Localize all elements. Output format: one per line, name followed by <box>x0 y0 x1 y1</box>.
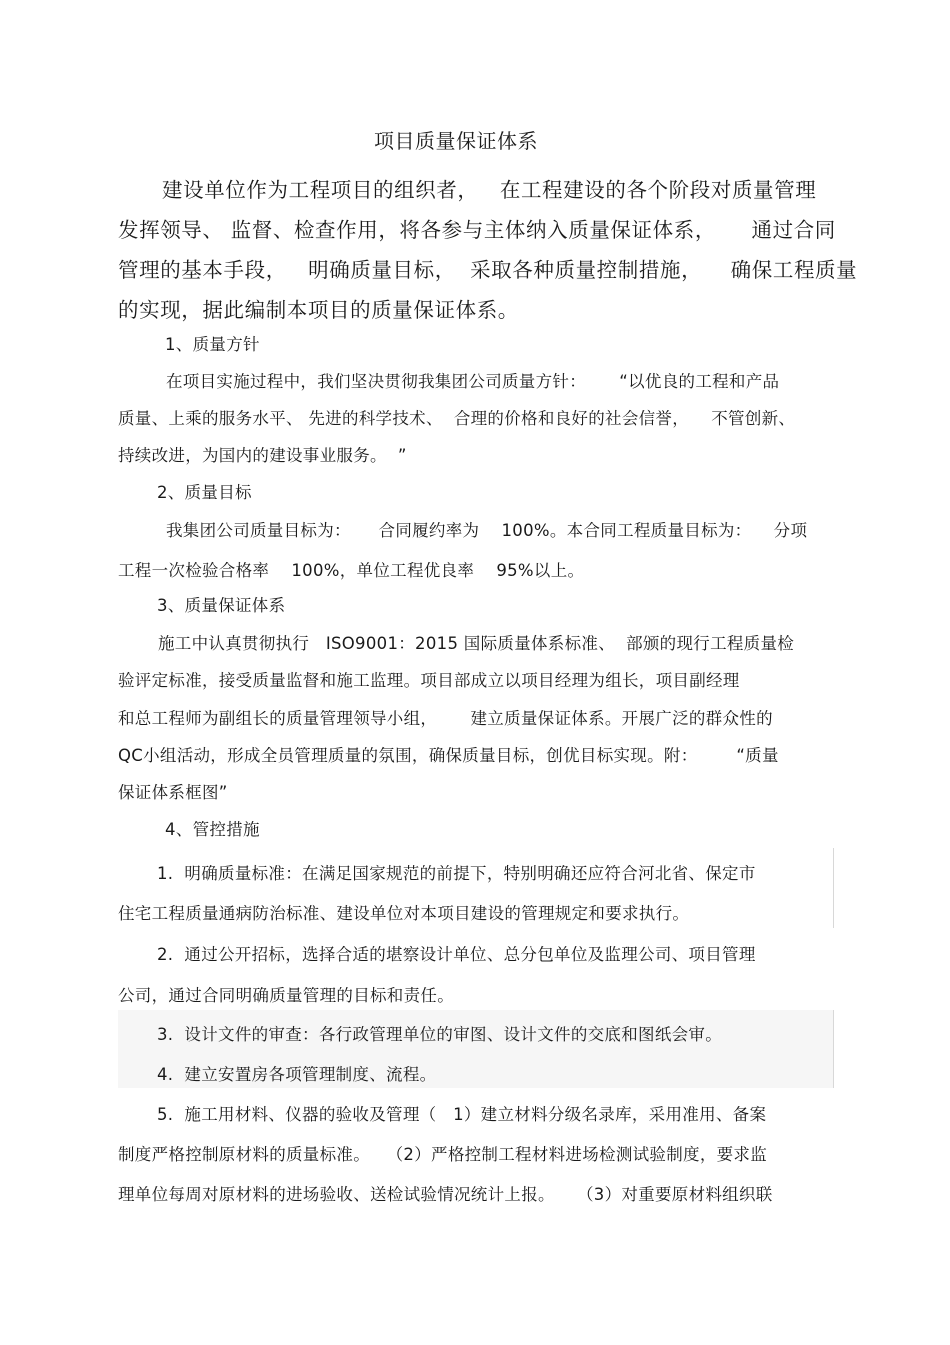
paragraph-line: 施工中认真贯彻执行 ISO9001：2015 国际质量体系标准、 部颁的现行工程质量检 <box>158 634 795 653</box>
paragraph-line: 验评定标准，接受质量监督和施工监理。项目部成立以项目经理为组长，项目副经理 <box>118 671 740 690</box>
measure-line: 4. 建立安置房各项管理制度、流程。 <box>157 1065 437 1084</box>
paragraph-line: 持续改进，为国内的建设事业服务。 ” <box>118 446 407 465</box>
paragraph-line: 质量、上乘的服务水平、 先进的科学技术、 合理的价格和良好的社会信誉， 不管创新、 <box>118 409 796 428</box>
measure-line: 3. 设计文件的审查：各行政管理单位的审图、设计文件的交底和图纸会审。 <box>157 1025 723 1044</box>
paragraph-line: 在项目实施过程中，我们坚决贯彻我集团公司质量方针： “以优良的工程和产品 <box>166 372 780 391</box>
intro-line: 发挥领导、 监督、检查作用，将各参与主体纳入质量保证体系， 通过合同 <box>118 218 836 242</box>
scan-edge-line <box>833 848 834 928</box>
measure-line: 理单位每周对原材料的进场验收、送检试验情况统计上报。 （3）对重要原材料组织联 <box>118 1185 773 1204</box>
measure-line: 1. 明确质量标准：在满足国家规范的前提下，特别明确还应符合河北省、保定市 <box>157 864 756 883</box>
measure-line: 住宅工程质量通病防治标准、建设单位对本项目建设的管理规定和要求执行。 <box>118 904 690 923</box>
paragraph-line: 工程一次检验合格率 100%，单位工程优良率 95%以上。 <box>118 561 585 580</box>
paragraph-line: 我集团公司质量目标为： 合同履约率为 100%。本合同工程质量目标为： 分项 <box>166 521 808 540</box>
intro-line: 的实现，据此编制本项目的质量保证体系。 <box>118 298 519 322</box>
paragraph-line: 保证体系框图” <box>118 783 228 802</box>
document-title: 项目质量保证体系 <box>374 129 538 153</box>
scan-edge-line <box>833 1010 834 1088</box>
paragraph-line: 和总工程师为副组长的质量管理领导小组， 建立质量保证体系。开展广泛的群众性的 <box>118 709 773 728</box>
section-heading: 1、质量方针 <box>165 335 260 354</box>
intro-line: 管理的基本手段， 明确质量目标， 采取各种质量控制措施， 确保工程质量 <box>118 258 858 282</box>
section-heading: 3、质量保证体系 <box>157 596 286 615</box>
intro-line: 建设单位作为工程项目的组织者， 在工程建设的各个阶段对质量管理 <box>162 178 817 202</box>
measure-line: 公司，通过合同明确质量管理的目标和责任。 <box>118 986 454 1005</box>
section-heading: 2、质量目标 <box>157 483 252 502</box>
measure-line: 5. 施工用材料、仪器的验收及管理（ 1）建立材料分级名录库，采用准用、备案 <box>157 1105 767 1124</box>
measure-line: 2. 通过公开招标，选择合适的堪察设计单位、总分包单位及监理公司、项目管理 <box>157 945 756 964</box>
section-heading: 4、管控措施 <box>165 820 260 839</box>
measure-line: 制度严格控制原材料的质量标准。 （2）严格控制工程材料进场检测试验制度，要求监 <box>118 1145 768 1164</box>
paragraph-line: QC小组活动，形成全员管理质量的氛围，确保质量目标，创优目标实现。附： “质量 <box>118 746 779 765</box>
